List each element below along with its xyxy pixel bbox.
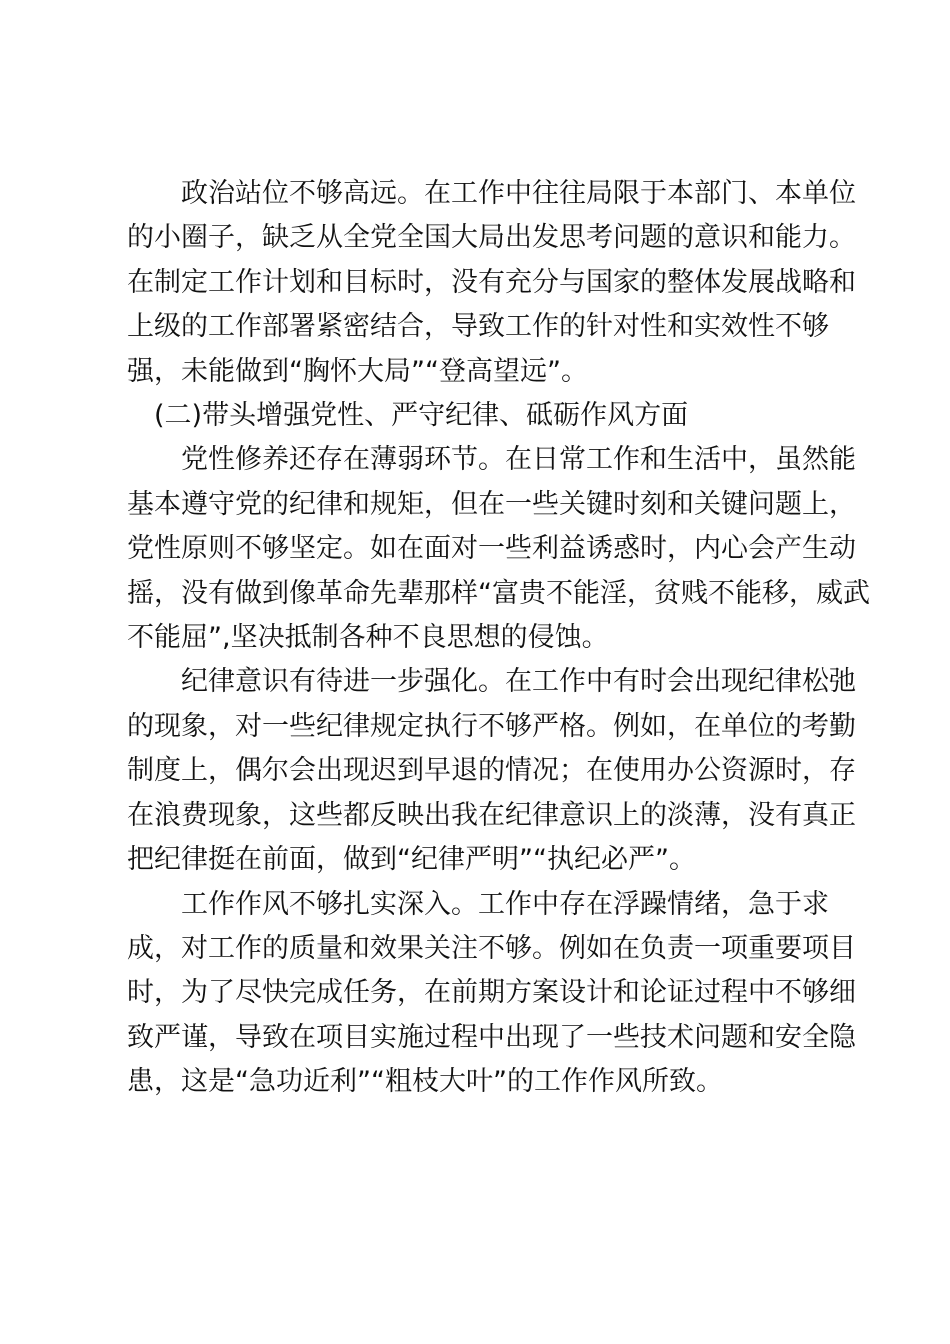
text-line: 把纪律挺在前面，做到“纪律严明”“执纪必严”。 <box>127 844 696 876</box>
document-body <box>127 172 870 1105</box>
paragraph-work-style <box>127 883 856 1105</box>
text-line: 不能屈”,坚决抵制各种不良思想的侵蚀。 <box>127 622 609 654</box>
text-line: 的小圈子，缺乏从全党全国大局出发思考问题的意识和能力。 <box>127 222 856 254</box>
text-line: 强，未能做到“胸怀大局”“登高望远”。 <box>127 355 588 387</box>
text-line: 致严谨，导致在项目实施过程中出现了一些技术问题和安全隐 <box>127 1021 856 1053</box>
text-line: 纪律意识有待进一步强化。在工作中有时会出现纪律松弛 <box>181 666 856 698</box>
text-line: 党性修养还存在薄弱环节。在日常工作和生活中，虽然能 <box>181 444 856 476</box>
text-line: 时，为了尽快完成任务，在前期方案设计和论证过程中不够细 <box>127 977 856 1009</box>
text-line: 上级的工作部署紧密结合，导致工作的针对性和实效性不够 <box>127 311 829 343</box>
text-line: 政治站位不够高远。在工作中往往局限于本部门、本单位 <box>181 178 856 209</box>
section-heading-text: (二)带头增强党性、严守纪律、砥砺作风方面 <box>154 400 689 432</box>
text-line: 在浪费现象，这些都反映出我在纪律意识上的淡薄，没有真正 <box>127 799 856 831</box>
text-line: 工作作风不够扎实深入。工作中存在浮躁情绪，急于求 <box>181 888 829 920</box>
text-line: 基本遵守党的纪律和规矩，但在一些关键时刻和关键问题上， <box>127 488 856 520</box>
paragraph-discipline <box>127 660 856 882</box>
paragraph-political-stance <box>127 172 856 394</box>
text-line: 患，这是“急功近利”“粗枝大叶”的工作作风所致。 <box>127 1066 723 1098</box>
text-line: 在制定工作计划和目标时，没有充分与国家的整体发展战略和 <box>127 266 856 298</box>
text-line: 的现象，对一些纪律规定执行不够严格。例如，在单位的考勤 <box>127 710 856 742</box>
section-heading <box>127 394 823 438</box>
text-line: 党性原则不够坚定。如在面对一些利益诱惑时，内心会产生动 <box>127 533 856 565</box>
text-line: 摇，没有做到像革命先辈那样“富贵不能淫，贫贱不能移，威武 <box>127 577 870 609</box>
text-line: 制度上，偶尔会出现迟到早退的情况；在使用办公资源时，存 <box>127 755 856 787</box>
text-line: 成，对工作的质量和效果关注不够。例如在负责一项重要项目 <box>127 932 856 964</box>
paragraph-party-spirit <box>127 438 870 660</box>
